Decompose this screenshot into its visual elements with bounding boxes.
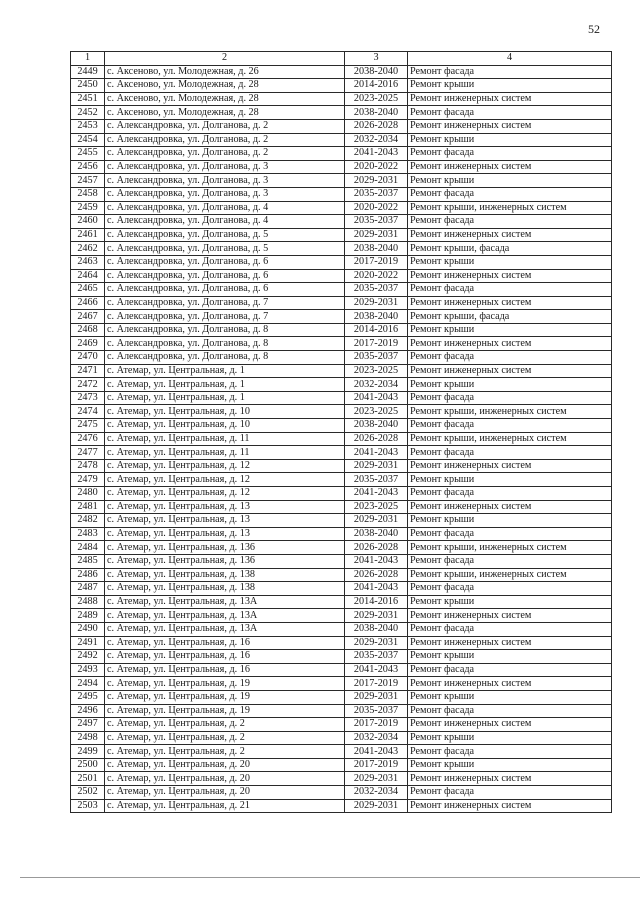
table-row (71, 187, 612, 201)
period-cell: 2035-2037 (345, 704, 408, 718)
table-row (71, 622, 612, 636)
period-cell: 2041-2043 (345, 745, 408, 759)
address-cell: с. Атемар, ул. Центральная, д. 1 (105, 391, 345, 405)
period-cell: 2035-2037 (345, 215, 408, 229)
table-row (71, 310, 612, 324)
row-number-cell: 2501 (71, 772, 105, 786)
address-cell: с. Атемар, ул. Центральная, д. 1 (105, 378, 345, 392)
table-row (71, 201, 612, 215)
work-type-cell: Ремонт крыши, инженерных систем (408, 201, 612, 215)
period-cell: 2017-2019 (345, 255, 408, 269)
work-type-cell: Ремонт крыши (408, 255, 612, 269)
address-cell: с. Александровка, ул. Долганова, д. 4 (105, 215, 345, 229)
work-type-cell: Ремонт фасада (408, 554, 612, 568)
row-number-cell: 2474 (71, 405, 105, 419)
work-type-cell: Ремонт крыши (408, 690, 612, 704)
table-row (71, 758, 612, 772)
table-row (71, 650, 612, 664)
period-cell: 2017-2019 (345, 677, 408, 691)
table-row (71, 799, 612, 813)
row-number-cell: 2492 (71, 650, 105, 664)
address-cell: с. Атемар, ул. Центральная, д. 19 (105, 690, 345, 704)
period-cell: 2029-2031 (345, 174, 408, 188)
table-row (71, 554, 612, 568)
address-cell: с. Атемар, ул. Центральная, д. 16 (105, 650, 345, 664)
row-number-cell: 2465 (71, 283, 105, 297)
work-type-cell: Ремонт фасада (408, 106, 612, 120)
period-cell: 2035-2037 (345, 351, 408, 365)
period-cell: 2038-2040 (345, 65, 408, 79)
work-type-cell: Ремонт крыши, фасада (408, 310, 612, 324)
table-row (71, 242, 612, 256)
table-row (71, 745, 612, 759)
address-cell: с. Аксеново, ул. Молодежная, д. 28 (105, 79, 345, 93)
work-type-cell: Ремонт крыши (408, 323, 612, 337)
table-row (71, 147, 612, 161)
table-row (71, 609, 612, 623)
address-cell: с. Аксеново, ул. Молодежная, д. 28 (105, 106, 345, 120)
row-number-cell: 2481 (71, 500, 105, 514)
header-col-2: 2 (105, 52, 345, 66)
period-cell: 2032-2034 (345, 378, 408, 392)
address-cell: с. Александровка, ул. Долганова, д. 7 (105, 310, 345, 324)
address-cell: с. Атемар, ул. Центральная, д. 2 (105, 731, 345, 745)
table-row (71, 391, 612, 405)
period-cell: 2023-2025 (345, 92, 408, 106)
work-type-cell: Ремонт крыши, инженерных систем (408, 541, 612, 555)
row-number-cell: 2485 (71, 554, 105, 568)
work-type-cell: Ремонт фасада (408, 487, 612, 501)
address-cell: с. Атемар, ул. Центральная, д. 13 (105, 514, 345, 528)
table-row (71, 541, 612, 555)
row-number-cell: 2453 (71, 119, 105, 133)
period-cell: 2041-2043 (345, 582, 408, 596)
address-cell: с. Атемар, ул. Центральная, д. 20 (105, 772, 345, 786)
table-row (71, 568, 612, 582)
row-number-cell: 2468 (71, 323, 105, 337)
address-cell: с. Атемар, ул. Центральная, д. 11 (105, 446, 345, 460)
work-type-cell: Ремонт инженерных систем (408, 364, 612, 378)
address-cell: с. Атемар, ул. Центральная, д. 21 (105, 799, 345, 813)
period-cell: 2023-2025 (345, 405, 408, 419)
table-row (71, 500, 612, 514)
table-row (71, 718, 612, 732)
work-type-cell: Ремонт инженерных систем (408, 636, 612, 650)
period-cell: 2038-2040 (345, 106, 408, 120)
work-type-cell: Ремонт фасада (408, 663, 612, 677)
period-cell: 2029-2031 (345, 459, 408, 473)
period-cell: 2029-2031 (345, 772, 408, 786)
period-cell: 2026-2028 (345, 119, 408, 133)
period-cell: 2041-2043 (345, 554, 408, 568)
table-row (71, 133, 612, 147)
period-cell: 2038-2040 (345, 242, 408, 256)
work-type-cell: Ремонт фасада (408, 786, 612, 800)
period-cell: 2041-2043 (345, 391, 408, 405)
period-cell: 2041-2043 (345, 446, 408, 460)
row-number-cell: 2497 (71, 718, 105, 732)
row-number-cell: 2488 (71, 595, 105, 609)
address-cell: с. Атемар, ул. Центральная, д. 16 (105, 636, 345, 650)
row-number-cell: 2502 (71, 786, 105, 800)
period-cell: 2032-2034 (345, 731, 408, 745)
row-number-cell: 2451 (71, 92, 105, 106)
address-cell: с. Атемар, ул. Центральная, д. 136 (105, 554, 345, 568)
row-number-cell: 2459 (71, 201, 105, 215)
period-cell: 2041-2043 (345, 487, 408, 501)
row-number-cell: 2461 (71, 228, 105, 242)
row-number-cell: 2473 (71, 391, 105, 405)
period-cell: 2038-2040 (345, 310, 408, 324)
row-number-cell: 2491 (71, 636, 105, 650)
period-cell: 2029-2031 (345, 690, 408, 704)
address-cell: с. Александровка, ул. Долганова, д. 2 (105, 133, 345, 147)
address-cell: с. Атемар, ул. Центральная, д. 138 (105, 568, 345, 582)
row-number-cell: 2460 (71, 215, 105, 229)
table-row (71, 119, 612, 133)
table-row (71, 378, 612, 392)
address-cell: с. Атемар, ул. Центральная, д. 138 (105, 582, 345, 596)
period-cell: 2017-2019 (345, 758, 408, 772)
table-row (71, 473, 612, 487)
period-cell: 2014-2016 (345, 79, 408, 93)
work-type-cell: Ремонт крыши, фасада (408, 242, 612, 256)
period-cell: 2023-2025 (345, 364, 408, 378)
work-type-cell: Ремонт фасада (408, 283, 612, 297)
row-number-cell: 2457 (71, 174, 105, 188)
period-cell: 2035-2037 (345, 283, 408, 297)
row-number-cell: 2493 (71, 663, 105, 677)
work-type-cell: Ремонт фасада (408, 446, 612, 460)
address-cell: с. Атемар, ул. Центральная, д. 16 (105, 663, 345, 677)
table-row (71, 432, 612, 446)
row-number-cell: 2495 (71, 690, 105, 704)
period-cell: 2035-2037 (345, 473, 408, 487)
address-cell: с. Атемар, ул. Центральная, д. 19 (105, 677, 345, 691)
address-cell: с. Атемар, ул. Центральная, д. 1 (105, 364, 345, 378)
period-cell: 2038-2040 (345, 419, 408, 433)
work-type-cell: Ремонт фасада (408, 147, 612, 161)
row-number-cell: 2499 (71, 745, 105, 759)
work-type-cell: Ремонт крыши (408, 514, 612, 528)
work-type-cell: Ремонт фасада (408, 582, 612, 596)
table-header-row (71, 52, 612, 66)
row-number-cell: 2482 (71, 514, 105, 528)
row-number-cell: 2478 (71, 459, 105, 473)
row-number-cell: 2462 (71, 242, 105, 256)
row-number-cell: 2452 (71, 106, 105, 120)
work-type-cell: Ремонт инженерных систем (408, 160, 612, 174)
address-cell: с. Александровка, ул. Долганова, д. 3 (105, 160, 345, 174)
table-row (71, 704, 612, 718)
period-cell: 2017-2019 (345, 337, 408, 351)
row-number-cell: 2484 (71, 541, 105, 555)
header-col-1: 1 (71, 52, 105, 66)
table-body (71, 65, 612, 813)
row-number-cell: 2494 (71, 677, 105, 691)
address-cell: с. Аксеново, ул. Молодежная, д. 28 (105, 92, 345, 106)
table-row (71, 364, 612, 378)
table-row (71, 527, 612, 541)
address-cell: с. Александровка, ул. Долганова, д. 4 (105, 201, 345, 215)
address-cell: с. Атемар, ул. Центральная, д. 13А (105, 609, 345, 623)
repair-schedule-table (70, 51, 612, 813)
row-number-cell: 2463 (71, 255, 105, 269)
work-type-cell: Ремонт крыши, инженерных систем (408, 405, 612, 419)
table-row (71, 677, 612, 691)
row-number-cell: 2487 (71, 582, 105, 596)
address-cell: с. Атемар, ул. Центральная, д. 20 (105, 758, 345, 772)
table-row (71, 174, 612, 188)
table-row (71, 419, 612, 433)
table-row (71, 269, 612, 283)
address-cell: с. Атемар, ул. Центральная, д. 13 (105, 500, 345, 514)
work-type-cell: Ремонт инженерных систем (408, 609, 612, 623)
row-number-cell: 2458 (71, 187, 105, 201)
work-type-cell: Ремонт инженерных систем (408, 459, 612, 473)
period-cell: 2020-2022 (345, 160, 408, 174)
table-row (71, 663, 612, 677)
work-type-cell: Ремонт фасада (408, 745, 612, 759)
table-row (71, 65, 612, 79)
period-cell: 2029-2031 (345, 296, 408, 310)
row-number-cell: 2472 (71, 378, 105, 392)
address-cell: с. Александровка, ул. Долганова, д. 8 (105, 323, 345, 337)
work-type-cell: Ремонт фасада (408, 215, 612, 229)
address-cell: с. Александровка, ул. Долганова, д. 6 (105, 283, 345, 297)
address-cell: с. Александровка, ул. Долганова, д. 7 (105, 296, 345, 310)
address-cell: с. Атемар, ул. Центральная, д. 19 (105, 704, 345, 718)
table-row (71, 459, 612, 473)
period-cell: 2014-2016 (345, 323, 408, 337)
row-number-cell: 2476 (71, 432, 105, 446)
row-number-cell: 2454 (71, 133, 105, 147)
period-cell: 2032-2034 (345, 786, 408, 800)
page-number: 52 (588, 22, 600, 36)
period-cell: 2029-2031 (345, 228, 408, 242)
work-type-cell: Ремонт инженерных систем (408, 296, 612, 310)
table-row (71, 255, 612, 269)
period-cell: 2038-2040 (345, 622, 408, 636)
row-number-cell: 2467 (71, 310, 105, 324)
table-row (71, 215, 612, 229)
table-row (71, 106, 612, 120)
row-number-cell: 2490 (71, 622, 105, 636)
table-row (71, 582, 612, 596)
header-col-4: 4 (408, 52, 612, 66)
row-number-cell: 2498 (71, 731, 105, 745)
row-number-cell: 2483 (71, 527, 105, 541)
period-cell: 2038-2040 (345, 527, 408, 541)
period-cell: 2035-2037 (345, 650, 408, 664)
row-number-cell: 2464 (71, 269, 105, 283)
table-row (71, 446, 612, 460)
address-cell: с. Александровка, ул. Долганова, д. 8 (105, 337, 345, 351)
table-row (71, 690, 612, 704)
table-row (71, 337, 612, 351)
table-row (71, 487, 612, 501)
address-cell: с. Александровка, ул. Долганова, д. 3 (105, 174, 345, 188)
address-cell: с. Атемар, ул. Центральная, д. 12 (105, 473, 345, 487)
work-type-cell: Ремонт крыши (408, 133, 612, 147)
work-type-cell: Ремонт фасада (408, 419, 612, 433)
work-type-cell: Ремонт инженерных систем (408, 799, 612, 813)
table-row (71, 323, 612, 337)
row-number-cell: 2456 (71, 160, 105, 174)
work-type-cell: Ремонт инженерных систем (408, 119, 612, 133)
period-cell: 2029-2031 (345, 799, 408, 813)
address-cell: с. Александровка, ул. Долганова, д. 8 (105, 351, 345, 365)
work-type-cell: Ремонт крыши (408, 79, 612, 93)
work-type-cell: Ремонт крыши (408, 595, 612, 609)
work-type-cell: Ремонт крыши (408, 174, 612, 188)
period-cell: 2032-2034 (345, 133, 408, 147)
row-number-cell: 2496 (71, 704, 105, 718)
work-type-cell: Ремонт инженерных систем (408, 500, 612, 514)
row-number-cell: 2480 (71, 487, 105, 501)
table-row (71, 636, 612, 650)
work-type-cell: Ремонт крыши, инженерных систем (408, 568, 612, 582)
row-number-cell: 2500 (71, 758, 105, 772)
address-cell: с. Атемар, ул. Центральная, д. 2 (105, 745, 345, 759)
address-cell: с. Александровка, ул. Долганова, д. 3 (105, 187, 345, 201)
address-cell: с. Атемар, ул. Центральная, д. 13 (105, 527, 345, 541)
address-cell: с. Александровка, ул. Долганова, д. 5 (105, 228, 345, 242)
table-row (71, 351, 612, 365)
period-cell: 2023-2025 (345, 500, 408, 514)
work-type-cell: Ремонт инженерных систем (408, 269, 612, 283)
work-type-cell: Ремонт фасада (408, 622, 612, 636)
period-cell: 2020-2022 (345, 269, 408, 283)
address-cell: с. Атемар, ул. Центральная, д. 10 (105, 419, 345, 433)
table-row (71, 786, 612, 800)
row-number-cell: 2466 (71, 296, 105, 310)
table-row (71, 160, 612, 174)
period-cell: 2035-2037 (345, 187, 408, 201)
address-cell: с. Атемар, ул. Центральная, д. 13А (105, 622, 345, 636)
work-type-cell: Ремонт инженерных систем (408, 228, 612, 242)
address-cell: с. Атемар, ул. Центральная, д. 12 (105, 459, 345, 473)
period-cell: 2017-2019 (345, 718, 408, 732)
table-row (71, 595, 612, 609)
period-cell: 2014-2016 (345, 595, 408, 609)
row-number-cell: 2477 (71, 446, 105, 460)
row-number-cell: 2479 (71, 473, 105, 487)
row-number-cell: 2450 (71, 79, 105, 93)
row-number-cell: 2486 (71, 568, 105, 582)
address-cell: с. Александровка, ул. Долганова, д. 2 (105, 147, 345, 161)
work-type-cell: Ремонт инженерных систем (408, 677, 612, 691)
address-cell: с. Александровка, ул. Долганова, д. 6 (105, 269, 345, 283)
work-type-cell: Ремонт фасада (408, 704, 612, 718)
table-row (71, 296, 612, 310)
address-cell: с. Александровка, ул. Долганова, д. 6 (105, 255, 345, 269)
header-col-3: 3 (345, 52, 408, 66)
address-cell: с. Атемар, ул. Центральная, д. 12 (105, 487, 345, 501)
row-number-cell: 2455 (71, 147, 105, 161)
table-row (71, 79, 612, 93)
address-cell: с. Атемар, ул. Центральная, д. 2 (105, 718, 345, 732)
period-cell: 2041-2043 (345, 147, 408, 161)
address-cell: с. Атемар, ул. Центральная, д. 13А (105, 595, 345, 609)
work-type-cell: Ремонт крыши (408, 731, 612, 745)
address-cell: с. Александровка, ул. Долганова, д. 5 (105, 242, 345, 256)
page-bottom-edge (20, 877, 640, 878)
address-cell: с. Атемар, ул. Центральная, д. 20 (105, 786, 345, 800)
row-number-cell: 2503 (71, 799, 105, 813)
period-cell: 2041-2043 (345, 663, 408, 677)
table-row (71, 92, 612, 106)
period-cell: 2020-2022 (345, 201, 408, 215)
address-cell: с. Александровка, ул. Долганова, д. 2 (105, 119, 345, 133)
work-type-cell: Ремонт фасада (408, 65, 612, 79)
period-cell: 2029-2031 (345, 609, 408, 623)
work-type-cell: Ремонт инженерных систем (408, 337, 612, 351)
address-cell: с. Атемар, ул. Центральная, д. 11 (105, 432, 345, 446)
row-number-cell: 2470 (71, 351, 105, 365)
table-row (71, 514, 612, 528)
work-type-cell: Ремонт фасада (408, 351, 612, 365)
period-cell: 2026-2028 (345, 568, 408, 582)
work-type-cell: Ремонт инженерных систем (408, 772, 612, 786)
work-type-cell: Ремонт фасада (408, 527, 612, 541)
work-type-cell: Ремонт инженерных систем (408, 718, 612, 732)
row-number-cell: 2489 (71, 609, 105, 623)
row-number-cell: 2471 (71, 364, 105, 378)
work-type-cell: Ремонт крыши (408, 650, 612, 664)
table-row (71, 405, 612, 419)
work-type-cell: Ремонт крыши (408, 473, 612, 487)
row-number-cell: 2449 (71, 65, 105, 79)
table-row (71, 283, 612, 297)
work-type-cell: Ремонт крыши, инженерных систем (408, 432, 612, 446)
work-type-cell: Ремонт крыши (408, 758, 612, 772)
work-type-cell: Ремонт фасада (408, 391, 612, 405)
period-cell: 2026-2028 (345, 541, 408, 555)
period-cell: 2029-2031 (345, 636, 408, 650)
row-number-cell: 2469 (71, 337, 105, 351)
table-row (71, 731, 612, 745)
table-row (71, 772, 612, 786)
period-cell: 2029-2031 (345, 514, 408, 528)
address-cell: с. Атемар, ул. Центральная, д. 136 (105, 541, 345, 555)
table-row (71, 228, 612, 242)
row-number-cell: 2475 (71, 419, 105, 433)
work-type-cell: Ремонт крыши (408, 378, 612, 392)
work-type-cell: Ремонт фасада (408, 187, 612, 201)
address-cell: с. Аксеново, ул. Молодежная, д. 26 (105, 65, 345, 79)
address-cell: с. Атемар, ул. Центральная, д. 10 (105, 405, 345, 419)
period-cell: 2026-2028 (345, 432, 408, 446)
work-type-cell: Ремонт инженерных систем (408, 92, 612, 106)
